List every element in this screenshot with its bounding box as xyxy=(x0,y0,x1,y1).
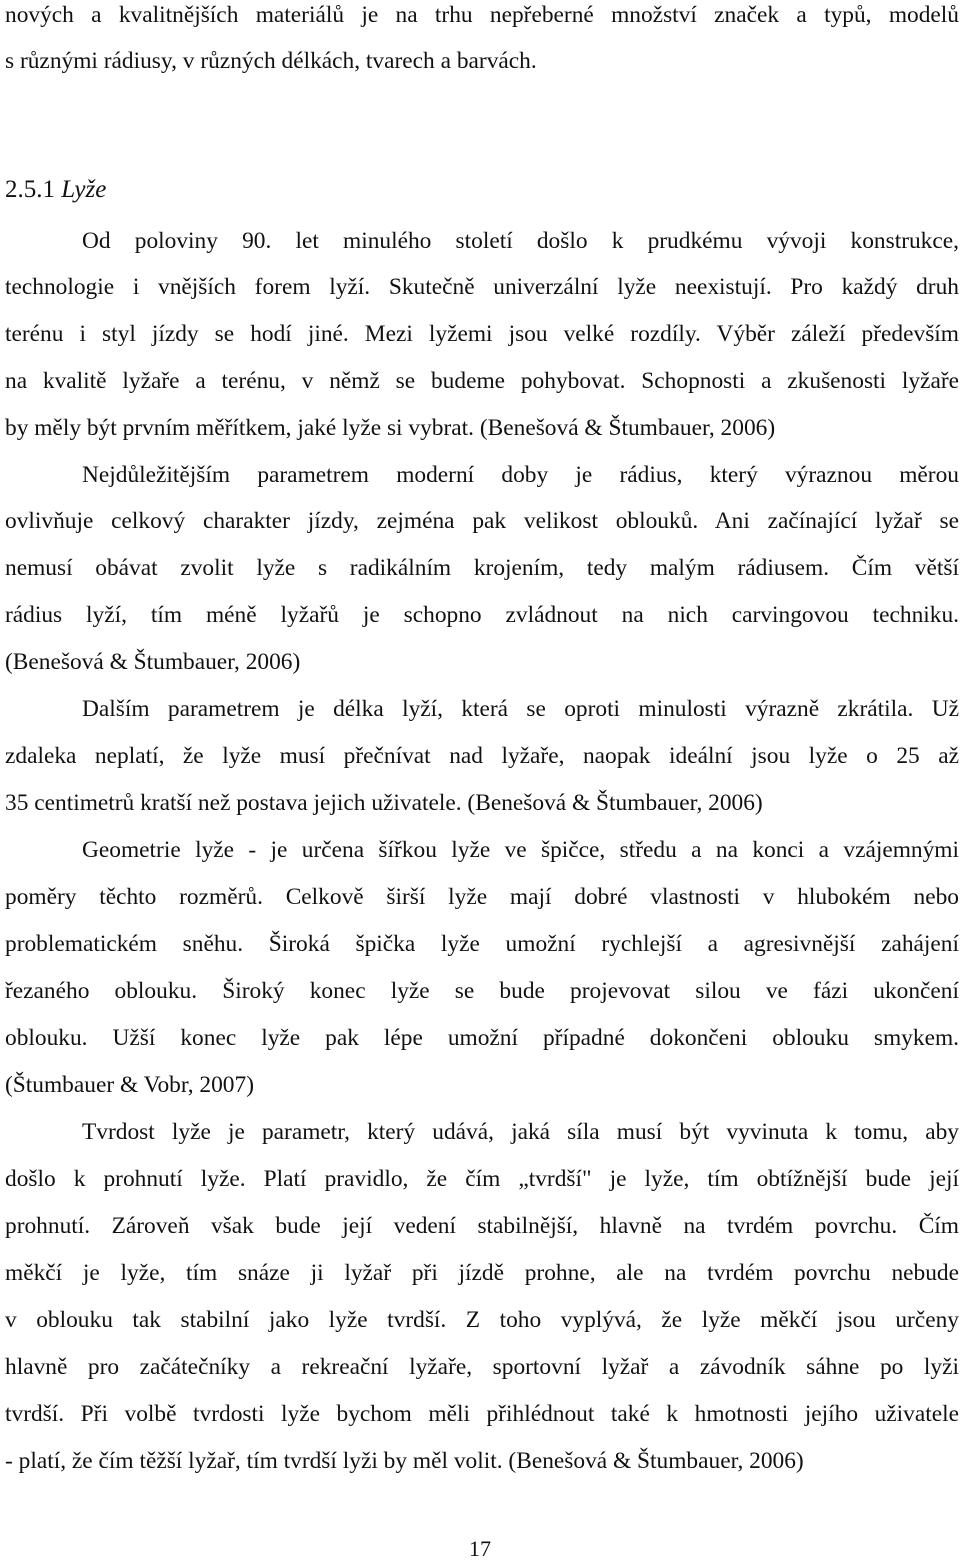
text-line: (Štumbauer & Vobr, 2007) xyxy=(5,1072,254,1098)
text-line: Dalším parametrem je délka lyží, která se oproti minulosti výrazně zkrátila. Už xyxy=(82,696,959,722)
text-line: prohnutí. Zároveň však bude její vedení stabilnější, hlavně na tvrdém povrchu. Čím xyxy=(5,1213,959,1239)
text-line: řezaného oblouku. Široký konec lyže se bude projevovat silou ve fázi ukončení xyxy=(5,978,959,1004)
text-line: rádius lyží, tím méně lyžařů je schopno zvládnout na nich carvingovou techniku. xyxy=(5,602,959,628)
text-line: ovlivňuje celkový charakter jízdy, zejména pak velikost oblouků. Ani začínající lyžař se xyxy=(5,508,959,534)
page-number: 17 xyxy=(469,1536,491,1561)
section-title: Lyže xyxy=(61,176,107,203)
text-line: došlo k prohnutí lyže. Platí pravidlo, že čím „tvrdší" je lyže, tím obtížnější bude její xyxy=(5,1166,959,1192)
text-line: v oblouku tak stabilní jako lyže tvrdší. Z toho vyplývá, že lyže měkčí jsou určeny xyxy=(5,1307,959,1333)
text-line: s různými rádiusy, v různých délkách, tvarech a barvách. xyxy=(5,48,537,74)
text-line: měkčí je lyže, tím snáze ji lyžař při jízdě prohne, ale na tvrdém povrchu nebude xyxy=(5,1260,959,1286)
text-line: Od poloviny 90. let minulého století došlo k prudkému vývoji konstrukce, xyxy=(82,228,959,254)
text-line: Tvrdost lyže je parametr, který udává, jaká síla musí být vyvinuta k tomu, aby xyxy=(82,1119,959,1145)
text-line: technologie i vnějších forem lyží. Skutečně univerzální lyže neexistují. Pro každý druh xyxy=(5,274,959,300)
text-line: problematickém sněhu. Široká špička lyže umožní rychlejší a agresivnější zahájení xyxy=(5,931,959,957)
text-line: tvrdší. Při volbě tvrdosti lyže bychom měli přihlédnout také k hmotnosti jejího uživatele xyxy=(5,1401,959,1427)
text-line: 35 centimetrů kratší než postava jejich uživatele. (Benešová & Štumbauer, 2006) xyxy=(5,790,763,816)
text-line: nemusí obávat zvolit lyže s radikálním krojením, tedy malým rádiusem. Čím větší xyxy=(5,555,959,581)
text-line: by měly být prvním měřítkem, jaké lyže si vybrat. (Benešová & Štumbauer, 2006) xyxy=(5,415,776,441)
text-line: nových a kvalitnějších materiálů je na trhu nepřeberné množství značek a typů, modelů xyxy=(5,2,959,28)
text-line: - platí, že čím těžší lyžař, tím tvrdší lyži by měl volit. (Benešová & Štumbauer, 2006) xyxy=(5,1448,804,1474)
text-line: Geometrie lyže - je určena šířkou lyže ve špičce, středu a na konci a vzájemnými xyxy=(82,837,959,863)
text-line: na kvalitě lyžaře a terénu, v němž se budeme pohybovat. Schopnosti a zkušenosti lyžaře xyxy=(5,368,959,394)
text-line: zdaleka neplatí, že lyže musí přečnívat nad lyžaře, naopak ideální jsou lyže o 25 až xyxy=(5,743,959,769)
text-line: poměry těchto rozměrů. Celkově širší lyže mají dobré vlastnosti v hlubokém nebo xyxy=(5,884,959,910)
section-heading xyxy=(5,175,106,205)
text-line: oblouku. Užší konec lyže pak lépe umožní případné dokončeni oblouku smykem. xyxy=(5,1025,959,1051)
text-line: (Benešová & Štumbauer, 2006) xyxy=(5,649,301,675)
text-line: Nejdůležitějším parametrem moderní doby je rádius, který výraznou měrou xyxy=(82,462,959,488)
section-number: 2.5.1 xyxy=(5,176,55,203)
text-line: terénu i styl jízdy se hodí jiné. Mezi lyžemi jsou velké rozdíly. Výběr záleží především xyxy=(5,321,959,347)
text-line: hlavně pro začátečníky a rekreační lyžaře, sportovní lyžař a závodník sáhne po lyži xyxy=(5,1354,959,1380)
